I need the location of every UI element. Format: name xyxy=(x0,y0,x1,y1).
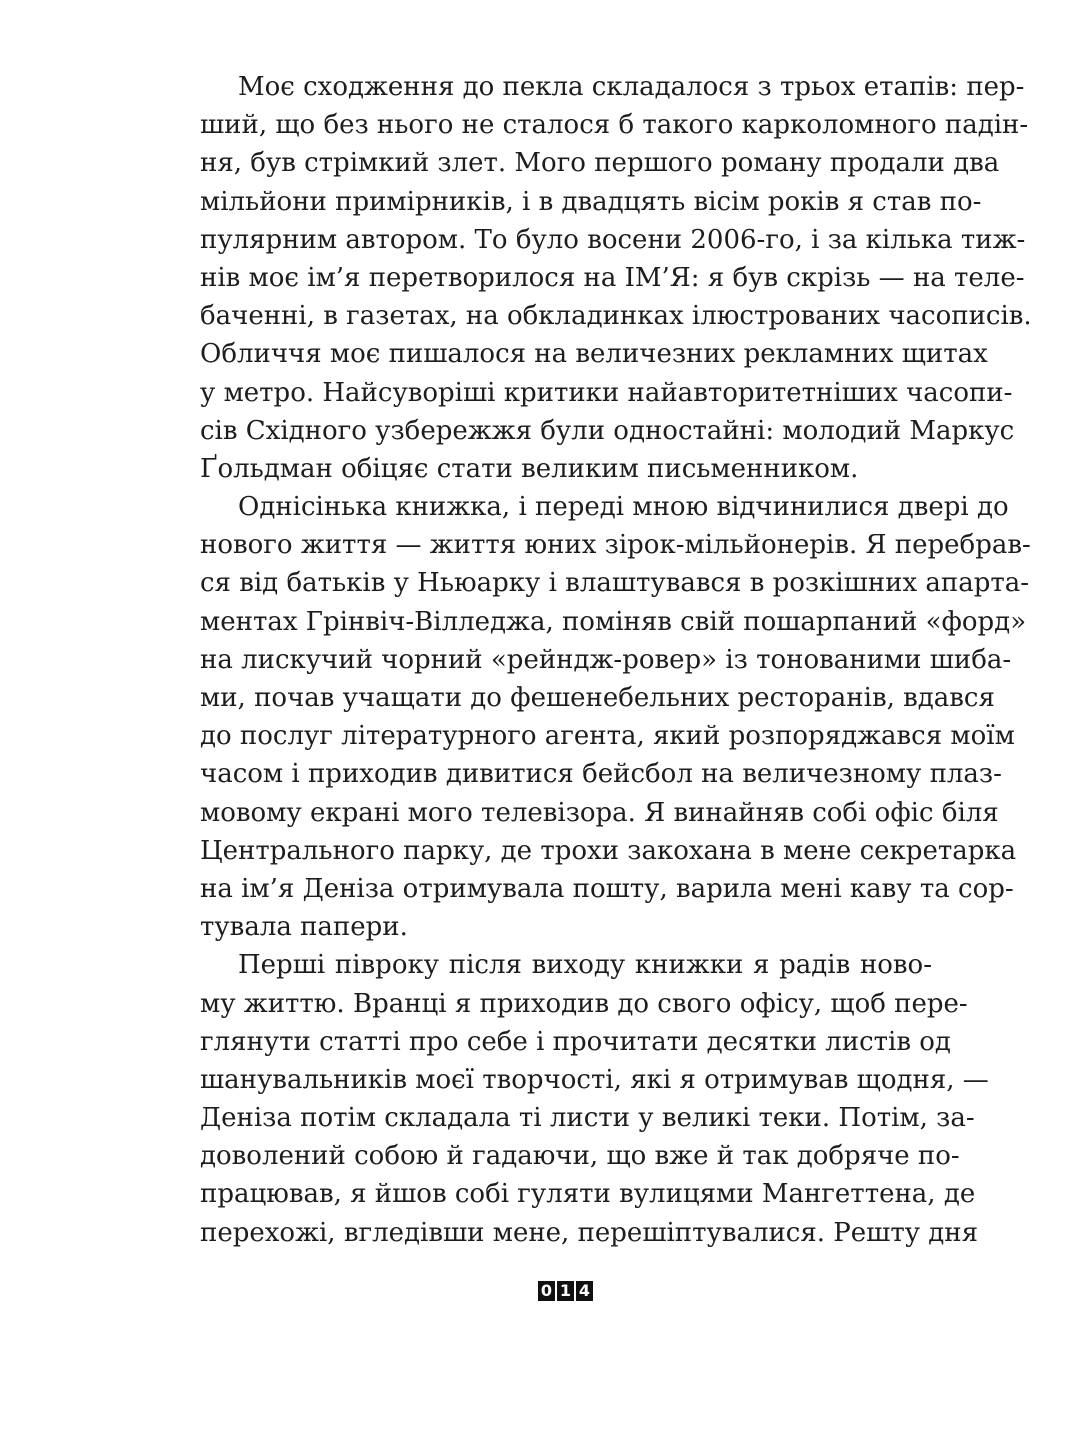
text-line: перехожі, вгледівши мене, перешіптувалися. Решту дня xyxy=(200,1217,979,1248)
text-line: нового життя — життя юних зірок-мільйонерів. Я перебрав- xyxy=(200,530,1031,561)
text-line: на ім’я Деніза отримувала пошту, варила мені каву та сор- xyxy=(200,873,1014,904)
text-line: шанувальників моєї творчості, які я отримував щодня, — xyxy=(200,1064,989,1095)
body-text xyxy=(200,68,1032,1252)
text-line: часом і приходив дивитися бейсбол на величезному плаз- xyxy=(200,759,1002,790)
text-line: му життю. Вранці я приходив до свого офісу, щоб пере- xyxy=(200,988,968,1019)
page-number xyxy=(538,1281,593,1301)
page-number-digit: 0 xyxy=(538,1281,555,1301)
paragraph xyxy=(200,68,1032,488)
text-line: ментах Грінвіч-Вілледжа, поміняв свій пошарпаний «форд» xyxy=(200,606,1027,637)
text-line: ся від батьків у Ньюарку і влаштувався в розкішних апарта- xyxy=(200,568,1030,599)
text-line: на лискучий чорний «рейндж-ровер» із тонованими шиба- xyxy=(200,644,1012,675)
text-line: глянути статті про себе і прочитати десятки листів од xyxy=(200,1026,951,1057)
text-line: Ґольдман обіцяє стати великим письменником. xyxy=(200,453,859,484)
text-line: Центрального парку, де трохи закохана в мене секретарка xyxy=(200,835,1017,866)
text-line: тувала папери. xyxy=(200,912,408,943)
text-line: ня, був стрімкий злет. Мого першого роману продали два xyxy=(200,148,1000,179)
text-line: Перші півроку після виходу книжки я радів ново- xyxy=(238,950,932,981)
page-number-digit: 1 xyxy=(557,1281,574,1301)
text-line: Обличчя моє пишалося на величезних рекламних щитах xyxy=(200,339,988,370)
text-line: мовому екрані мого телевізора. Я винайняв собі офіс біля xyxy=(200,797,999,828)
text-line: у метро. Найсуворіші критики найавторитетніших часопи- xyxy=(200,377,1013,408)
text-line: ми, почав учащати до фешенебельних ресторанів, вдався xyxy=(200,683,995,713)
text-line: до послуг літературного агента, який розпоряджався моїм xyxy=(200,721,1015,752)
text-line: Деніза потім складала ті листи у великі теки. Потім, за- xyxy=(200,1103,975,1134)
text-line: сів Східного узбережжя були одностайні: молодий Маркус xyxy=(200,415,1015,446)
text-line: ший, що без нього не сталося б такого карколомного падін- xyxy=(200,110,1029,141)
text-line: доволений собою й гадаючи, що вже й так добряче по- xyxy=(200,1141,960,1172)
paragraph xyxy=(200,946,989,1252)
text-line: мільйони примірників, і в двадцять вісім років я став по- xyxy=(200,186,982,217)
text-line: працював, я йшов собі гуляти вулицями Мангеттена, де xyxy=(200,1179,976,1210)
text-line: пулярним автором. То було восени 2006-го, і за кілька тиж- xyxy=(200,224,1026,255)
page-number-digit: 4 xyxy=(576,1281,593,1301)
text-line: Однісінька книжка, і переді мною відчинилися двері до xyxy=(238,492,1009,523)
text-line: нів моє ім’я перетворилося на ІМ’Я: я був скрізь — на теле- xyxy=(200,262,1025,293)
text-line: Моє сходження до пекла складалося з трьох етапів: пер- xyxy=(238,72,1025,102)
text-line: баченні, в газетах, на обкладинках ілюстрованих часописів. xyxy=(200,301,1032,332)
paragraph xyxy=(200,488,1031,946)
